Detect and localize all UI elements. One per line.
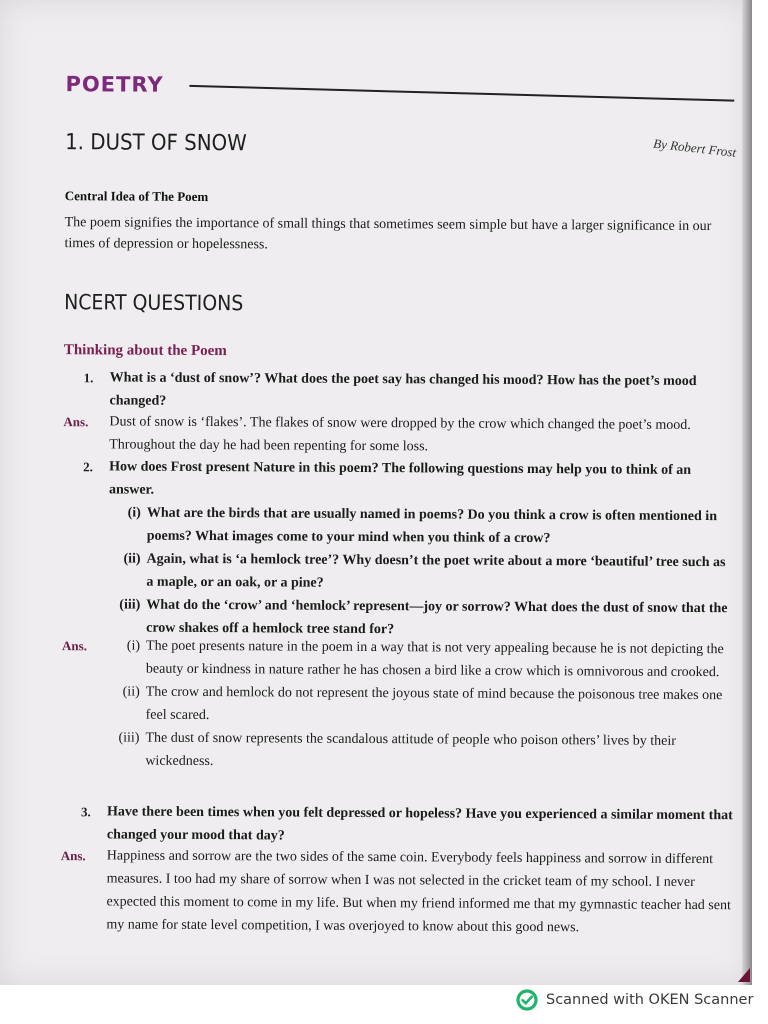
question-2 bbox=[62, 455, 735, 643]
answer-1 bbox=[63, 410, 735, 460]
answer-text: Dust of snow is ‘flakes’. The flakes of snow were dropped by the crow which changed the poet’s mood. Throughout the day he had been repenting for some loss. bbox=[109, 414, 691, 455]
sub-question-i: (i) What are the birds that are usually named in poems? Do you think a crow is often mentioned in poems? What images come to your mind when you think of a crow? bbox=[127, 505, 718, 547]
section-title: POETRY bbox=[65, 72, 164, 97]
thinking-heading: Thinking about the Poem bbox=[63, 342, 227, 360]
central-idea-text: The poem signifies the importance of small things that sometimes seem simple but have a larger significance in our times of depression or hopelessness. bbox=[64, 215, 712, 253]
section-rule bbox=[189, 85, 734, 102]
ans-label: Ans. bbox=[60, 848, 86, 864]
question-number: 2. bbox=[83, 459, 93, 475]
question-number: 1. bbox=[83, 370, 94, 386]
scanner-text: Scanned with OKEN Scanner bbox=[546, 992, 754, 1008]
sub-answer-i: (i) The poet presents nature in the poem in a way that is not very appealing because he is not depicting the beauty or kindness in nature rather he has chosen a bird like a crow which is omnivorous and crooked. bbox=[126, 638, 724, 681]
sub-answer-iii: (iii) The dust of snow represents the scandalous attitude of people who poison others’ lives by their wickedness. bbox=[118, 730, 676, 770]
page-edge bbox=[742, 0, 752, 985]
question-text: How does Frost present Nature in this poem? The following questions may help you to think of an answer. bbox=[108, 459, 692, 498]
answer-text: Happiness and sorrow are the two sides of the same coin. Everybody feels happiness and sorrow in different measures. I too had my share of sorrow when I was not selected in the cricket team of my school. I never expected this moment to come in my life. But when my friend informed me that my gymnastic teacher had sent my name for state level competition, I was overjoyed to know about this good news. bbox=[106, 848, 731, 936]
sub-answer-ii: (ii) The crow and hemlock do not represent the joyous state of mind because the poisonous tree makes one feel scared. bbox=[122, 684, 723, 724]
question-text: Have there been times when you felt depressed or hopeless? Have you experienced a similar moment that changed your mood that day? bbox=[106, 804, 733, 844]
poem-author: By Robert Frost bbox=[652, 135, 737, 160]
scanner-watermark bbox=[516, 989, 753, 1011]
ncert-heading: NCERT QUESTIONS bbox=[64, 290, 244, 316]
sub-question-ii: (ii) Again, what is ‘a hemlock tree’? Why doesn’t the poet write about a more ‘beautiful’ tree such as a maple, or an oak, or a pine? bbox=[123, 551, 726, 591]
poem-title: 1. DUST OF SNOW bbox=[65, 130, 247, 157]
sub-question-iii: (iii) What do the ‘crow’ and ‘hemlock’ represent—joy or sorrow? What does the dust of snow that the crow shakes off a hemlock tree stand for? bbox=[119, 597, 728, 638]
answer-3 bbox=[60, 844, 733, 940]
central-idea-heading: Central Idea of The Poem bbox=[64, 188, 209, 205]
question-number: 3. bbox=[80, 804, 91, 820]
ans-label: Ans. bbox=[62, 638, 88, 654]
scanner-logo-icon bbox=[516, 989, 538, 1011]
answer-2 bbox=[61, 634, 734, 776]
question-text: What is a ‘dust of snow’? What does the poet say has changed his mood? How has the poet’s mood changed? bbox=[109, 370, 697, 409]
question-1 bbox=[63, 366, 735, 416]
page-corner bbox=[738, 968, 750, 982]
question-3 bbox=[61, 800, 733, 850]
ans-label: Ans. bbox=[63, 414, 89, 430]
